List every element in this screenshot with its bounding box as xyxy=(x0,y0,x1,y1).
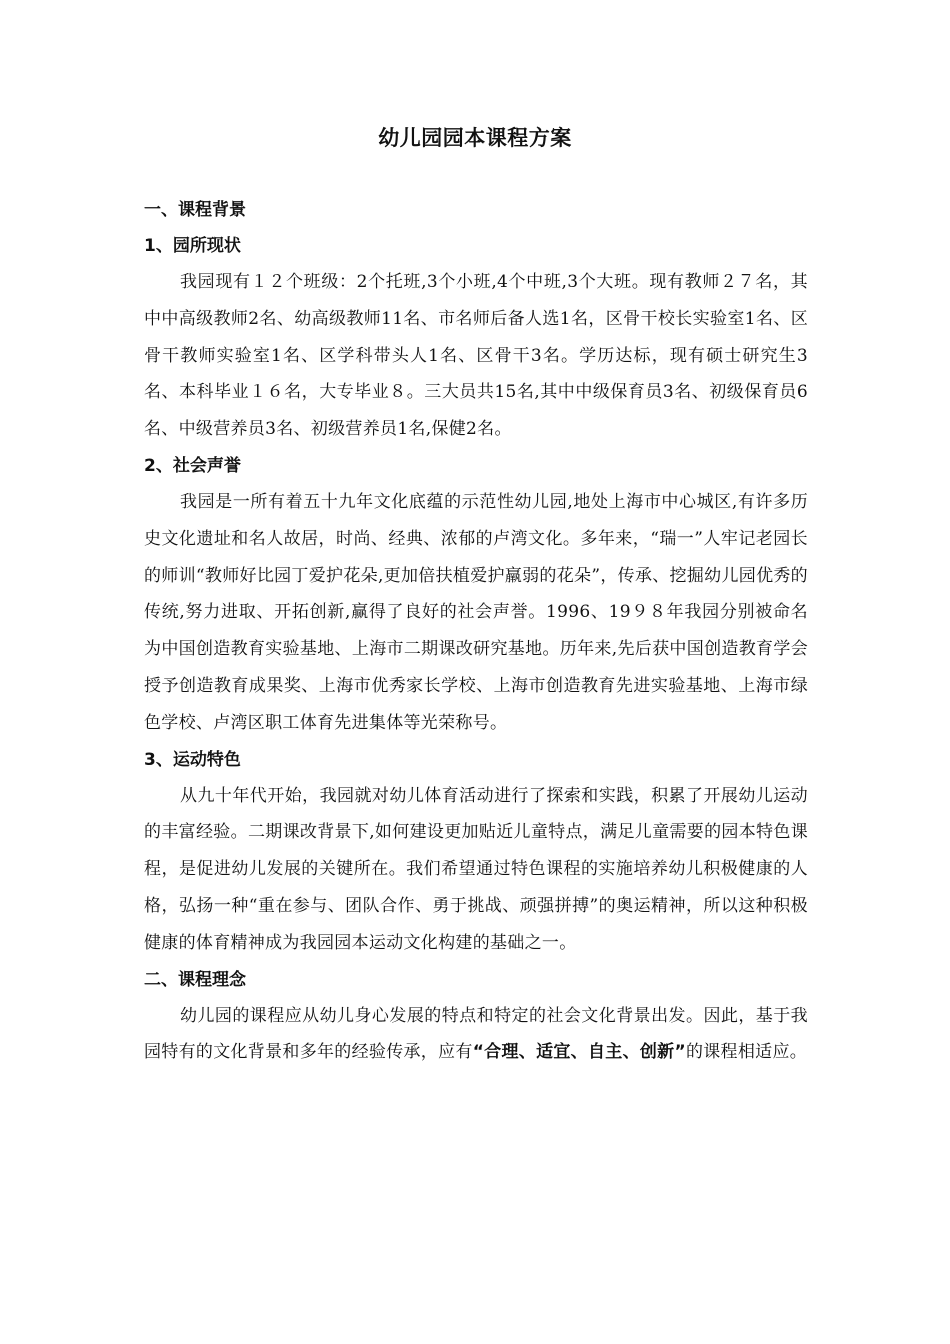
document-body xyxy=(144,192,808,1071)
subsection-heading-sports-feature: 3、运动特色 xyxy=(144,749,241,770)
subsection-heading-social-reputation: 2、社会声誉 xyxy=(144,455,241,476)
document-title: 幼儿园园本课程方案 xyxy=(378,126,572,150)
section-heading-course-philosophy: 二、课程理念 xyxy=(144,969,246,990)
philosophy-text-tail: 的课程相适应。 xyxy=(685,1042,808,1063)
paragraph-current-status: 我园现有１２个班级：2个托班,3个小班,4个中班,3个大班。现有教师２７名，其中中高级教师2名、幼高级教师11名、市名师后备人选1名，区骨干校长实验室1名、区骨干教师实验室1名、区学科带头人1名、区骨干3名。学历达标，现有硕士研究生3名、本科毕业１６名，大专毕业８。三大员共15名,其中中级保育员3名、初级保育员6名、中级营养员3名、初级营养员1名,保健2名。 xyxy=(144,272,808,440)
section-heading-course-background: 一、课程背景 xyxy=(144,200,246,220)
paragraph-social-reputation: 我园是一所有着五十九年文化底蕴的示范性幼儿园,地处上海市中心城区,有许多历史文化遗址和名人故居，时尚、经典、浓郁的卢湾文化。多年来，“瑞一”人牢记老园长的师训“教师好比园丁爱护花朵,更加倍扶植爱护羸弱的花朵”，传承、挖掘幼儿园优秀的传统,努力进取、开拓创新,赢得了良好的社会声誉。1996、19９８年我园分别被命名为中国创造教育实验基地、上海市二期课改研究基地。历年来,先后获中国创造教育学会授予创造教育成果奖、上海市优秀家长学校、上海市创造教育先进实验基地、上海市绿色学校、卢湾区职工体育先进集体等光荣称号。 xyxy=(144,491,808,733)
paragraph-course-philosophy xyxy=(144,998,808,1072)
subsection-heading-current-status: 1、园所现状 xyxy=(144,236,241,256)
philosophy-keywords: “合理、适宜、自主、创新” xyxy=(472,1042,686,1063)
philosophy-text-lead: 幼儿园的课程应从幼儿身心发展的特点和特定的社会文化背景出发。因此，基于我园特有的文化背景和多年的经验传承，应有 xyxy=(144,1005,808,1063)
paragraph-sports-feature: 从九十年代开始，我园就对幼儿体育活动进行了探索和实践，积累了开展幼儿运动的丰富经验。二期课改背景下,如何建设更加贴近儿童特点，满足儿童需要的园本特色课程，是促进幼儿发展的关键所在。我们希望通过特色课程的实施培养幼儿积极健康的人格，弘扬一种“重在参与、团队合作、勇于挑战、顽强拼搏”的奥运精神，所以这种积极健康的体育精神成为我园园本运动文化构建的基础之一。 xyxy=(144,785,808,953)
